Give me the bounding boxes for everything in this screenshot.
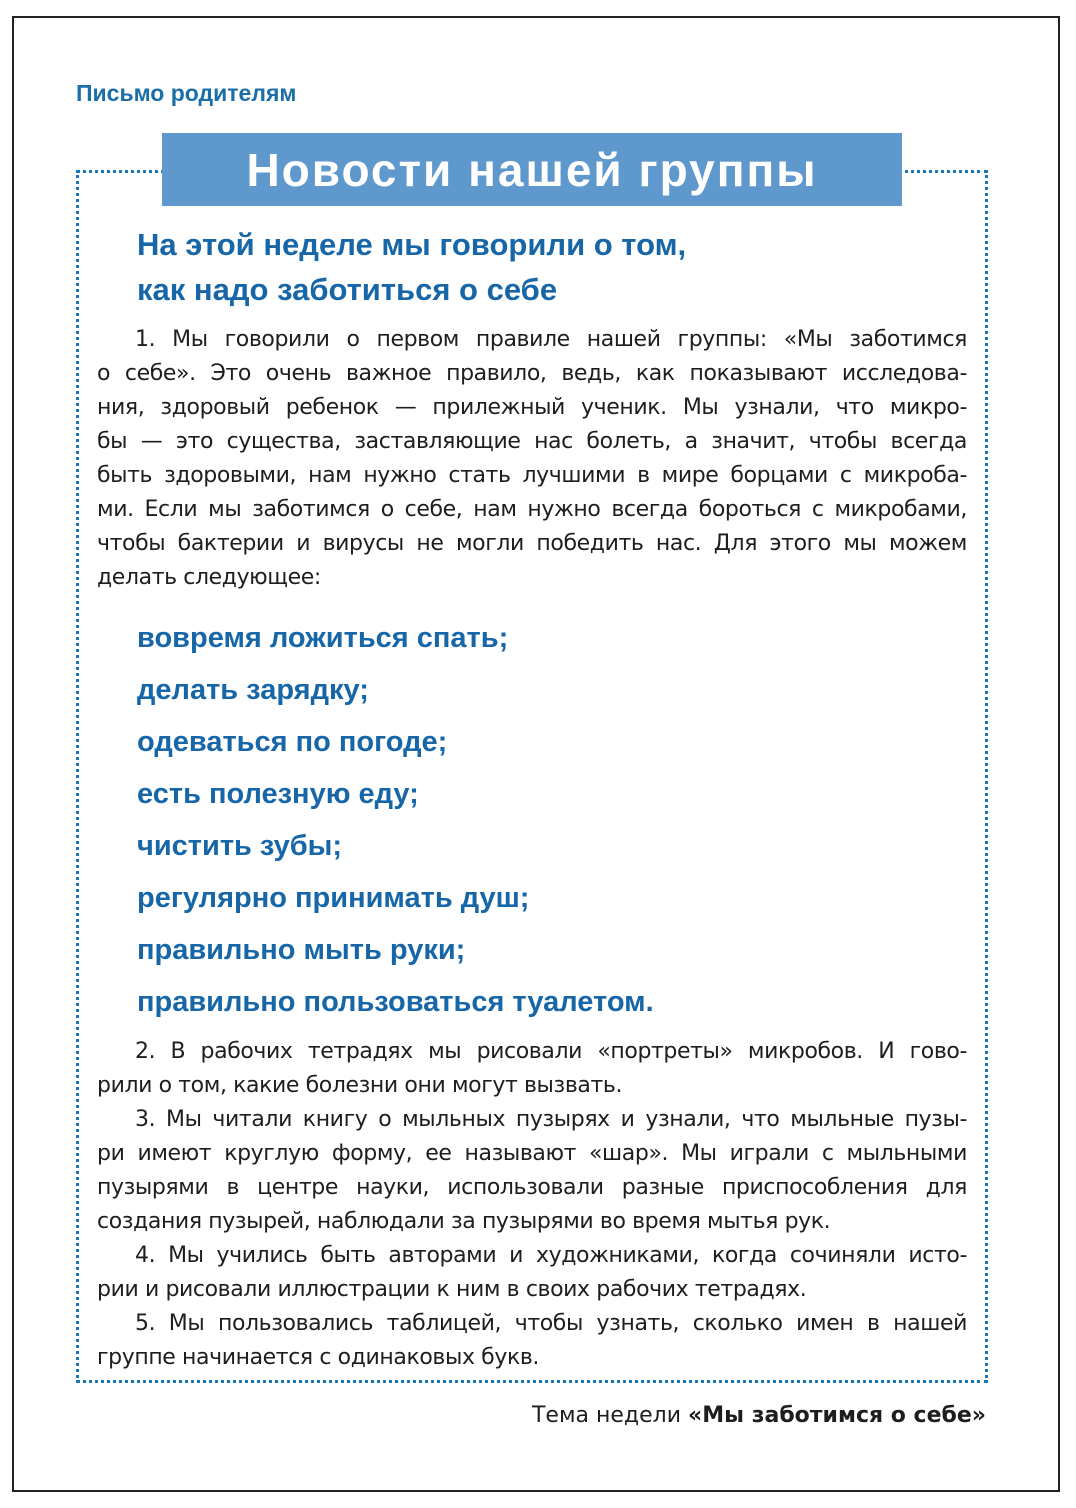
list-item: вовремя ложиться спать;	[137, 622, 509, 654]
paragraph-2-line: 2. В рабочих тетрадях мы рисовали «портреты» микробов. И гово-	[135, 1039, 967, 1064]
paragraph-line: о себе». Это очень важное правило, ведь, как показывают исследова-	[97, 361, 967, 386]
footer-theme	[532, 1403, 986, 1428]
subtitle-line-2: как надо заботиться о себе	[137, 272, 558, 307]
paragraph-line: ния, здоровый ребенок — прилежный ученик. Мы узнали, что микро-	[97, 395, 967, 420]
subtitle	[137, 222, 686, 312]
paragraph-3-line: ри имеют круглую форму, ее называют «шар». Мы играли с мыльными	[97, 1141, 967, 1166]
list-item: чистить зубы;	[137, 830, 343, 862]
list-item: регулярно принимать душ;	[137, 882, 530, 914]
paragraphs-2-5	[97, 1035, 967, 1375]
paragraph-line: 1. Мы говорили о первом правиле нашей группы: «Мы заботимся	[135, 327, 967, 352]
list-item: правильно мыть руки;	[137, 934, 466, 966]
paragraph-5-line: 5. Мы пользовались таблицей, чтобы узнать, сколько имен в нашей	[135, 1311, 967, 1336]
care-list	[137, 612, 654, 1028]
paragraph-1	[97, 323, 967, 595]
paragraph-3-line: создания пузырей, наблюдали за пузырями во время мытья рук.	[97, 1209, 831, 1234]
paragraph-line: ми. Если мы заботимся о себе, нам нужно всегда бороться с микробами,	[97, 497, 967, 522]
paragraph-4-line: 4. Мы учились быть авторами и художниками, когда сочиняли исто-	[135, 1243, 967, 1268]
banner-title: Новости нашей группы	[246, 143, 818, 196]
paragraph-line: бы — это существа, заставляющие нас болеть, а значит, чтобы всегда	[97, 429, 967, 454]
paragraph-4-line: рии и рисовали иллюстрации к ним в своих рабочих тетрадях.	[97, 1277, 807, 1302]
footer-prefix: Тема недели	[531, 1403, 689, 1428]
paragraph-2-line: рили о том, какие болезни они могут вызвать.	[97, 1073, 623, 1098]
list-item: одеваться по погоде;	[137, 726, 448, 758]
paragraph-line: чтобы бактерии и вирусы не могли победить нас. Для этого мы можем	[97, 531, 967, 556]
paragraph-5-line: группе начинается с одинаковых букв.	[97, 1345, 539, 1370]
list-item: делать зарядку;	[137, 674, 369, 706]
subtitle-line-1: На этой неделе мы говорили о том,	[137, 227, 687, 262]
paragraph-3-line: 3. Мы читали книгу о мыльных пузырях и узнали, что мыльные пузы-	[135, 1107, 967, 1132]
paragraph-line: быть здоровыми, нам нужно стать лучшими в мире борцами с микроба-	[97, 463, 967, 488]
footer-theme-title: «Мы заботимся о себе»	[688, 1403, 986, 1428]
paragraph-3-line: пузырями в центре науки, использовали разные приспособления для	[97, 1175, 967, 1200]
list-item: правильно пользоваться туалетом.	[137, 986, 654, 1018]
header-label: Письмо родителям	[76, 80, 297, 106]
list-item: есть полезную еду;	[137, 778, 419, 810]
title-banner	[162, 133, 902, 206]
paragraph-line: делать следующее:	[97, 565, 321, 590]
